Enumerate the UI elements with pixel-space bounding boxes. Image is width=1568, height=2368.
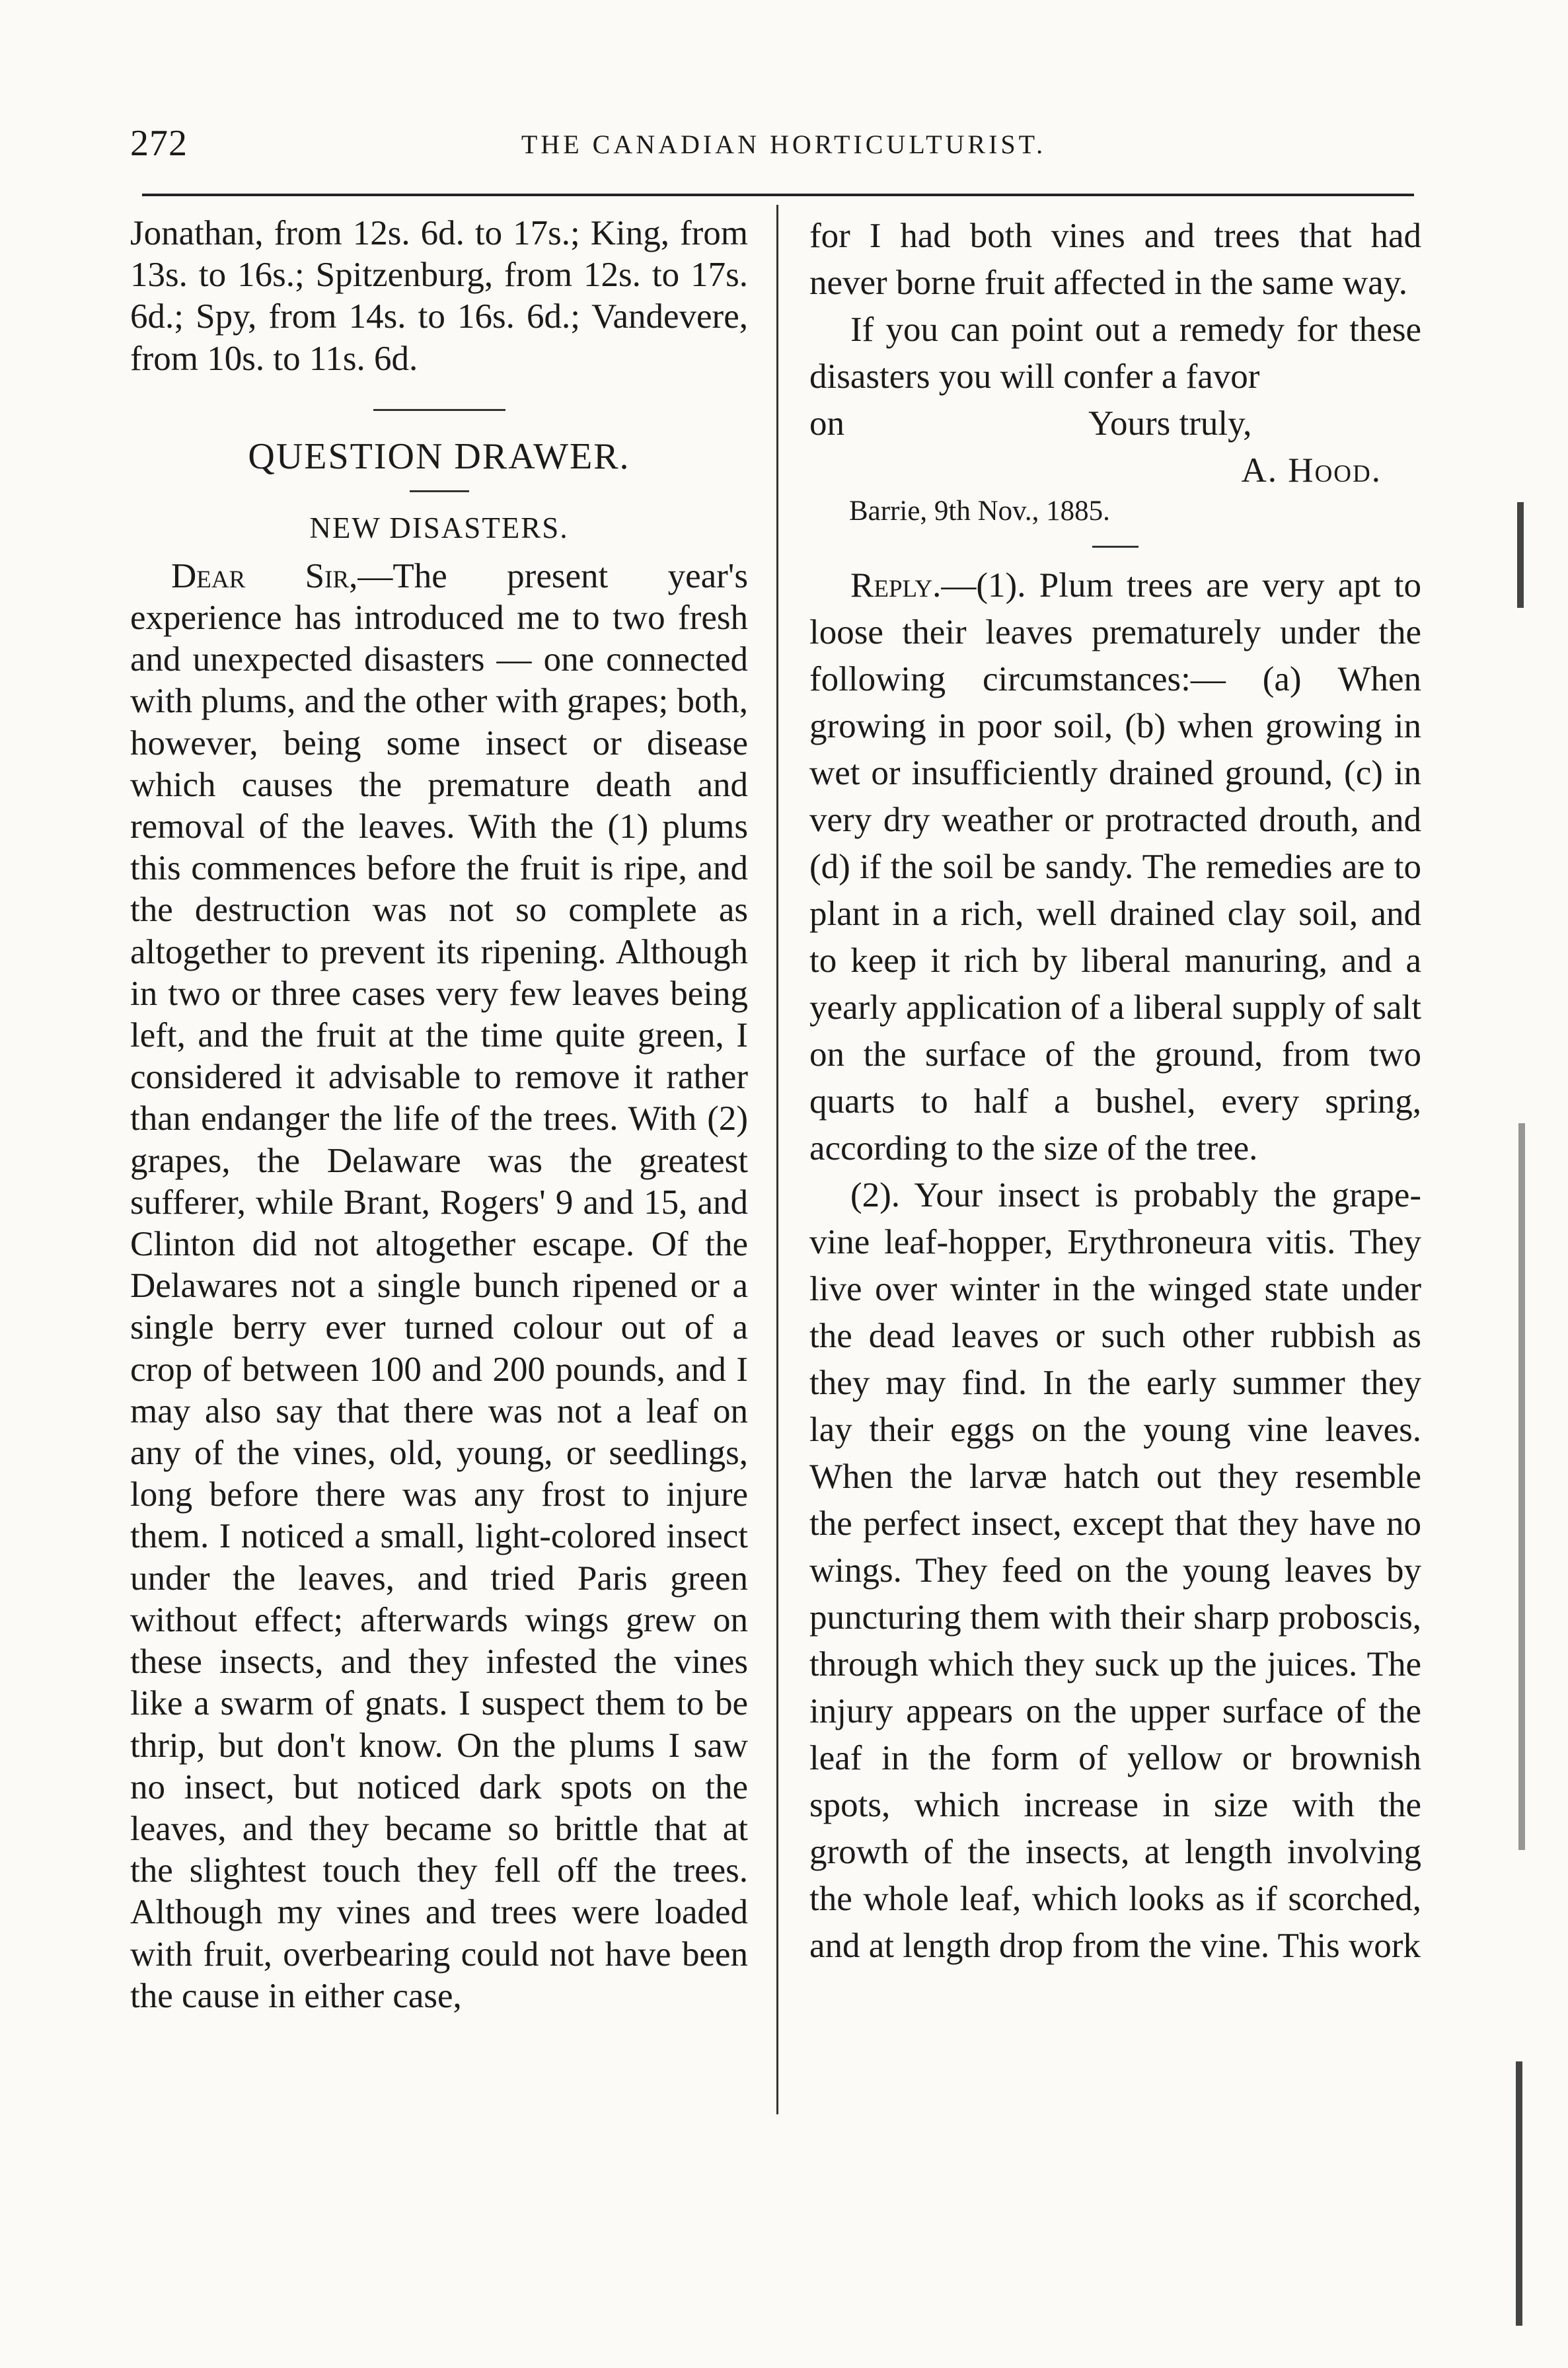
section-rule bbox=[373, 409, 505, 411]
closing-line bbox=[809, 400, 1421, 447]
reply-rule bbox=[1092, 546, 1139, 548]
left-column bbox=[130, 213, 748, 2017]
reply-paragraph-2: (2). Your insect is probably the grape-vine leaf-hopper, Erythroneura vitis. They live over winter in the winged state under the dead leaves or such other rubbish as they may find. In the early summer they lay their eggs on the young vine leaves. When the larvæ hatch out they resemble the perfect insect, except that they have no wings. They feed on the young leaves by puncturing them with their sharp proboscis, through which they suck up the juices. The injury appears on the upper surface of the leaf in the form of yellow or brownish spots, which increase in size with the growth of the insects, at length involving the whole leaf, which looks as if scorched, and at length drop from the vine. This work bbox=[809, 1176, 1421, 1965]
header-rule bbox=[142, 194, 1414, 196]
right-column bbox=[809, 213, 1421, 1970]
dateline: Barrie, 9th Nov., 1885. bbox=[849, 496, 1110, 527]
salutation: Dear Sir, bbox=[171, 556, 358, 595]
section-title: QUESTION DRAWER. bbox=[248, 435, 630, 477]
margin-scan-mark bbox=[1518, 1123, 1525, 1850]
title-rule bbox=[410, 490, 469, 492]
intro-paragraph: Jonathan, from 12s. 6d. to 17s.; King, from 13s. to 16s.; Spitzenburg, from 12s. to 17s. 6d.; Spy, from 14s. to 16s. 6d.; Vandevere, from 10s. to 11s. 6d. bbox=[130, 214, 748, 378]
reply-label: Reply. bbox=[850, 566, 942, 605]
signature: A. Hood. bbox=[1241, 451, 1382, 490]
closing-on: on bbox=[809, 404, 844, 443]
page-number: 272 bbox=[130, 123, 188, 164]
letter-continued: for I had both vines and trees that had never borne fruit affected in the same way. bbox=[809, 217, 1421, 302]
margin-scan-mark bbox=[1517, 502, 1524, 608]
letter-paragraph bbox=[130, 556, 748, 2017]
margin-scan-mark bbox=[1516, 2061, 1522, 2326]
column-divider bbox=[776, 205, 778, 2114]
letter-closing-paragraph: If you can point out a remedy for these disasters you will confer a favor bbox=[809, 311, 1421, 396]
reply-paragraph bbox=[809, 562, 1421, 1172]
running-title: THE CANADIAN HORTICULTURIST. bbox=[521, 130, 1047, 159]
closing-words: Yours truly, bbox=[1088, 404, 1252, 443]
letter-body: —The present year's experience has introduced me to two fresh and unexpected disasters — one connected with plums, and the other with grapes; both, however, being some insect or disease which causes the premature death and removal of the leaves. With the (1) plums this commences before the fruit is ripe, and the destruction was not so complete as altogether to prevent its ripening. Although in two or three cases very few leaves being left, and the fruit at the time quite green, I considered it advisable to remove it rather than endanger the life of the trees. With (2) grapes, the Delaware was the greatest sufferer, while Brant, Rogers' 9 and 15, and Clinton did not altogether escape. Of the Delawares not a single bunch ripened or a single berry ever turned colour out of a crop of between 100 and 200 pounds, and I may also say that there was not a leaf on any of the vines, old, young, or seedlings, long before there was any frost to injure them. I noticed a small, light-colored insect under the leaves, and tried Paris green without effect; afterwards wings grew on these insects, and they infested the vines like a swarm of gnats. I suspect them to be thrip, but don't know. On the plums I saw no insect, but noticed dark spots on the leaves, and they became so brittle that at the slightest touch they fell off the trees. Although my vines and trees were loaded with fruit, overbearing could not have been the cause in either case, bbox=[130, 556, 748, 2015]
page-header bbox=[130, 122, 1437, 175]
section-subtitle: NEW DISASTERS. bbox=[309, 511, 569, 544]
reply-text-1: —(1). Plum trees are very apt to loose their leaves prematurely under the following circumstances:— (a) When growing in poor soil, (b) when growing in wet or insufficiently drained ground, (c) in very dry weather or protracted drouth, and (d) if the soil be sandy. The remedies are to plant in a rich, well drained clay soil, and to keep it rich by liberal manuring, and a yearly application of a liberal supply of salt on the surface of the ground, from two quarts to half a bushel, every spring, according to the size of the tree. bbox=[809, 566, 1421, 1167]
